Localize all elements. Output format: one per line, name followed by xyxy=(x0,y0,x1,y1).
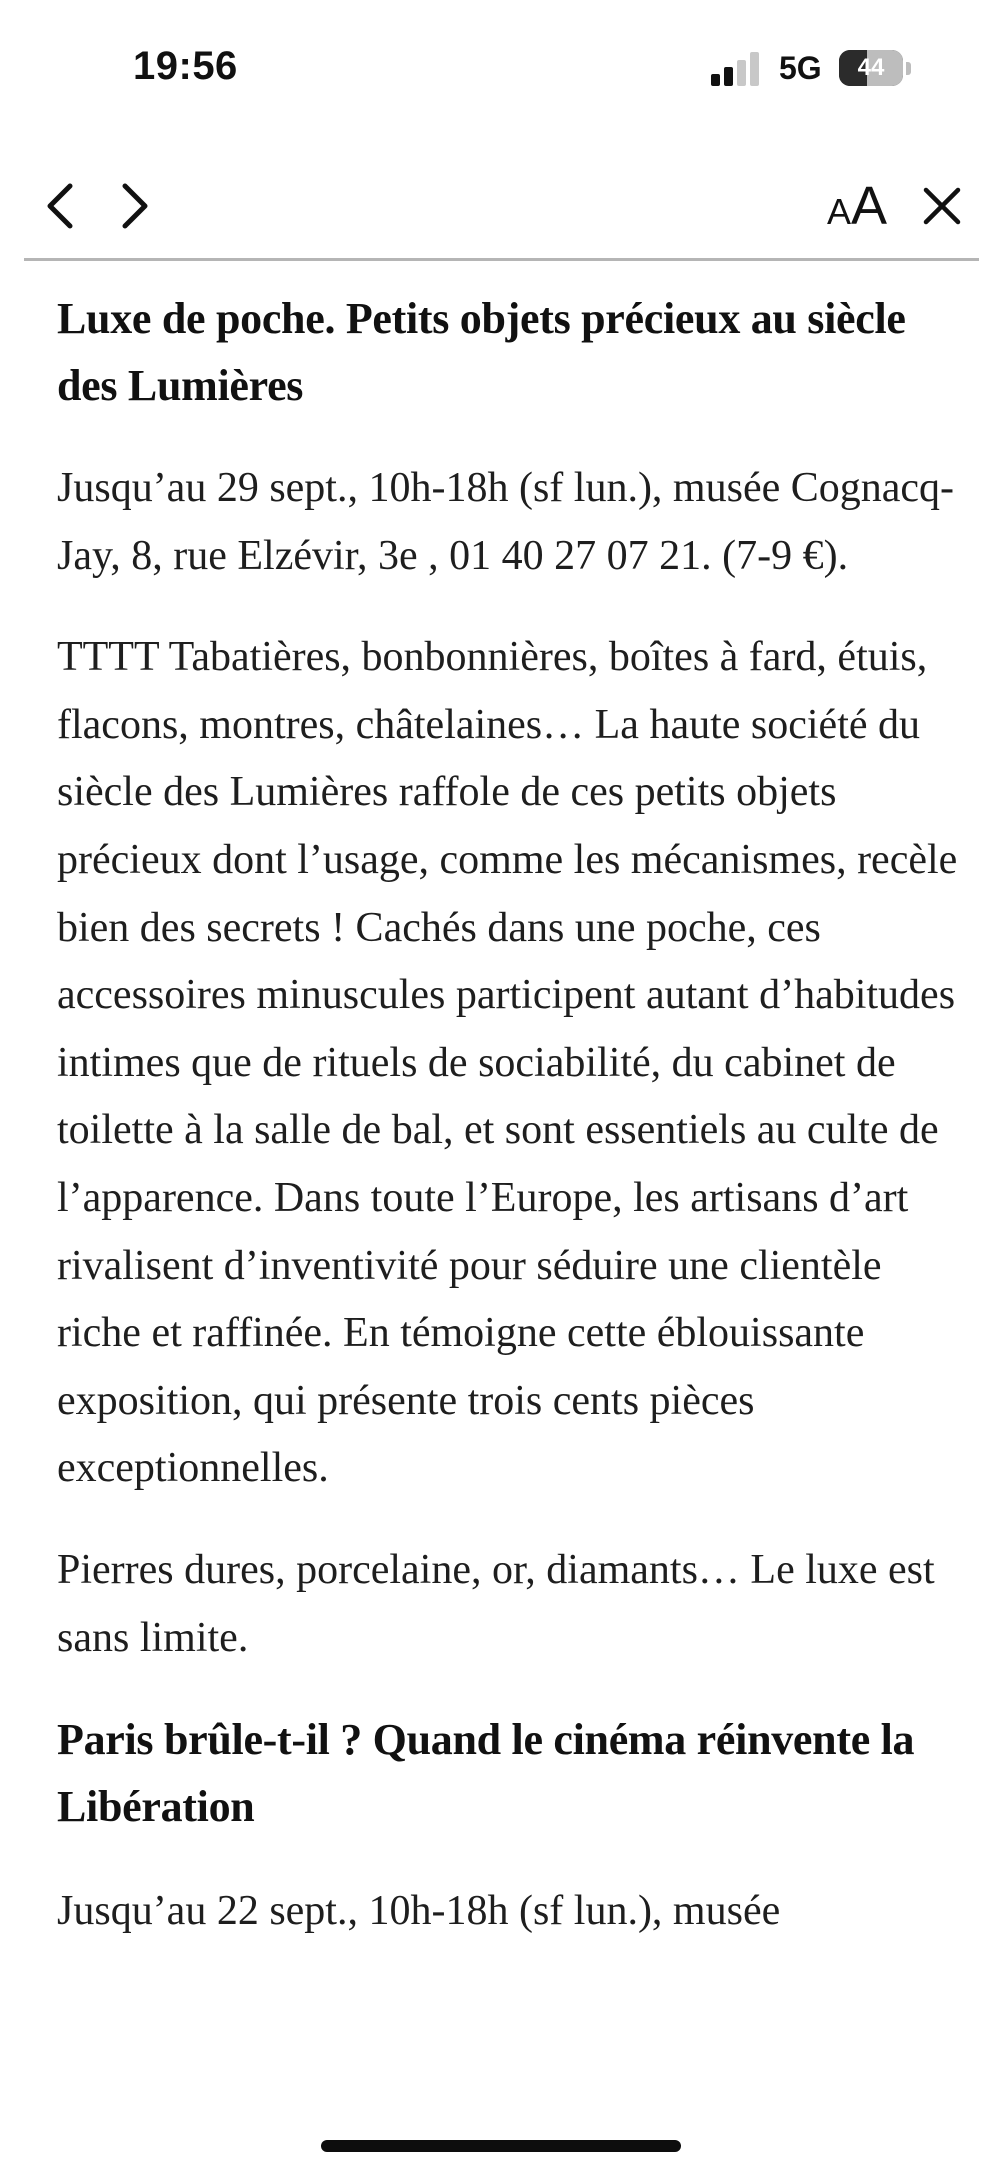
reader-toolbar xyxy=(0,150,1000,262)
status-bar xyxy=(0,0,1000,140)
section-title: Luxe de poche. Petits objets précieux au siècle des Lumières xyxy=(57,294,906,410)
battery-nub xyxy=(906,62,911,75)
section-body: Pierres dures, porcelaine, or, diamants… Le luxe est sans limite. xyxy=(57,1546,935,1661)
close-button[interactable] xyxy=(912,176,972,236)
text-size-button[interactable] xyxy=(822,176,892,236)
chevron-right-icon xyxy=(115,180,155,232)
section-body: TTTT Tabatières, bonbonnières, boîtes à fard, étuis, flacons, montres, châtelaines… La haute société du siècle des Lumières raffole de ces petits objets précieux dont l’usage, comme les mécanismes, recèle bien des secrets ! Cachés dans une poche, ces accessoires minuscules participent autant d’habitudes intimes que de rituels de sociabilité, du cabinet de toilette à la salle de bal, et sont essentiels au culte de l’apparence. Dans toute l’Europe, les artisans d’art rivalisent d’inventivité pour séduire une clientèle riche et raffinée. En témoigne cette éblouissante exposition, qui présente trois cents pièces exceptionnelles. xyxy=(57,634,958,1492)
section-info: Jusqu’au 22 sept., 10h-18h (sf lun.), musée xyxy=(57,1888,781,1935)
cellular-signal-icon xyxy=(711,52,763,86)
article-content xyxy=(57,285,962,1980)
text-size-small: A xyxy=(826,191,851,232)
signal-bar xyxy=(737,60,746,86)
section-info: Jusqu’au 29 sept., 10h-18h (sf lun.), musée Cognacq-Jay, 8, rue Elzévir, 3e , 01 40 27 07 21. (7-9 €). xyxy=(57,465,955,579)
status-time: 19:56 xyxy=(133,44,238,88)
signal-bar xyxy=(724,67,733,86)
text-size-large: A xyxy=(850,176,888,236)
toolbar-divider xyxy=(24,258,979,261)
back-button[interactable] xyxy=(30,176,90,236)
battery-level: 44 xyxy=(857,54,885,81)
home-indicator[interactable] xyxy=(321,2140,681,2152)
signal-bar xyxy=(711,74,720,86)
network-type: 5G xyxy=(779,50,822,86)
close-icon xyxy=(920,184,964,228)
signal-bar xyxy=(750,52,759,86)
battery-icon xyxy=(839,50,903,86)
section-title: Paris brûle-t-il ? Quand le cinéma réinvente la Libération xyxy=(57,1715,915,1832)
text-size-icon xyxy=(826,176,888,236)
forward-button[interactable] xyxy=(105,176,165,236)
chevron-left-icon xyxy=(40,180,80,232)
